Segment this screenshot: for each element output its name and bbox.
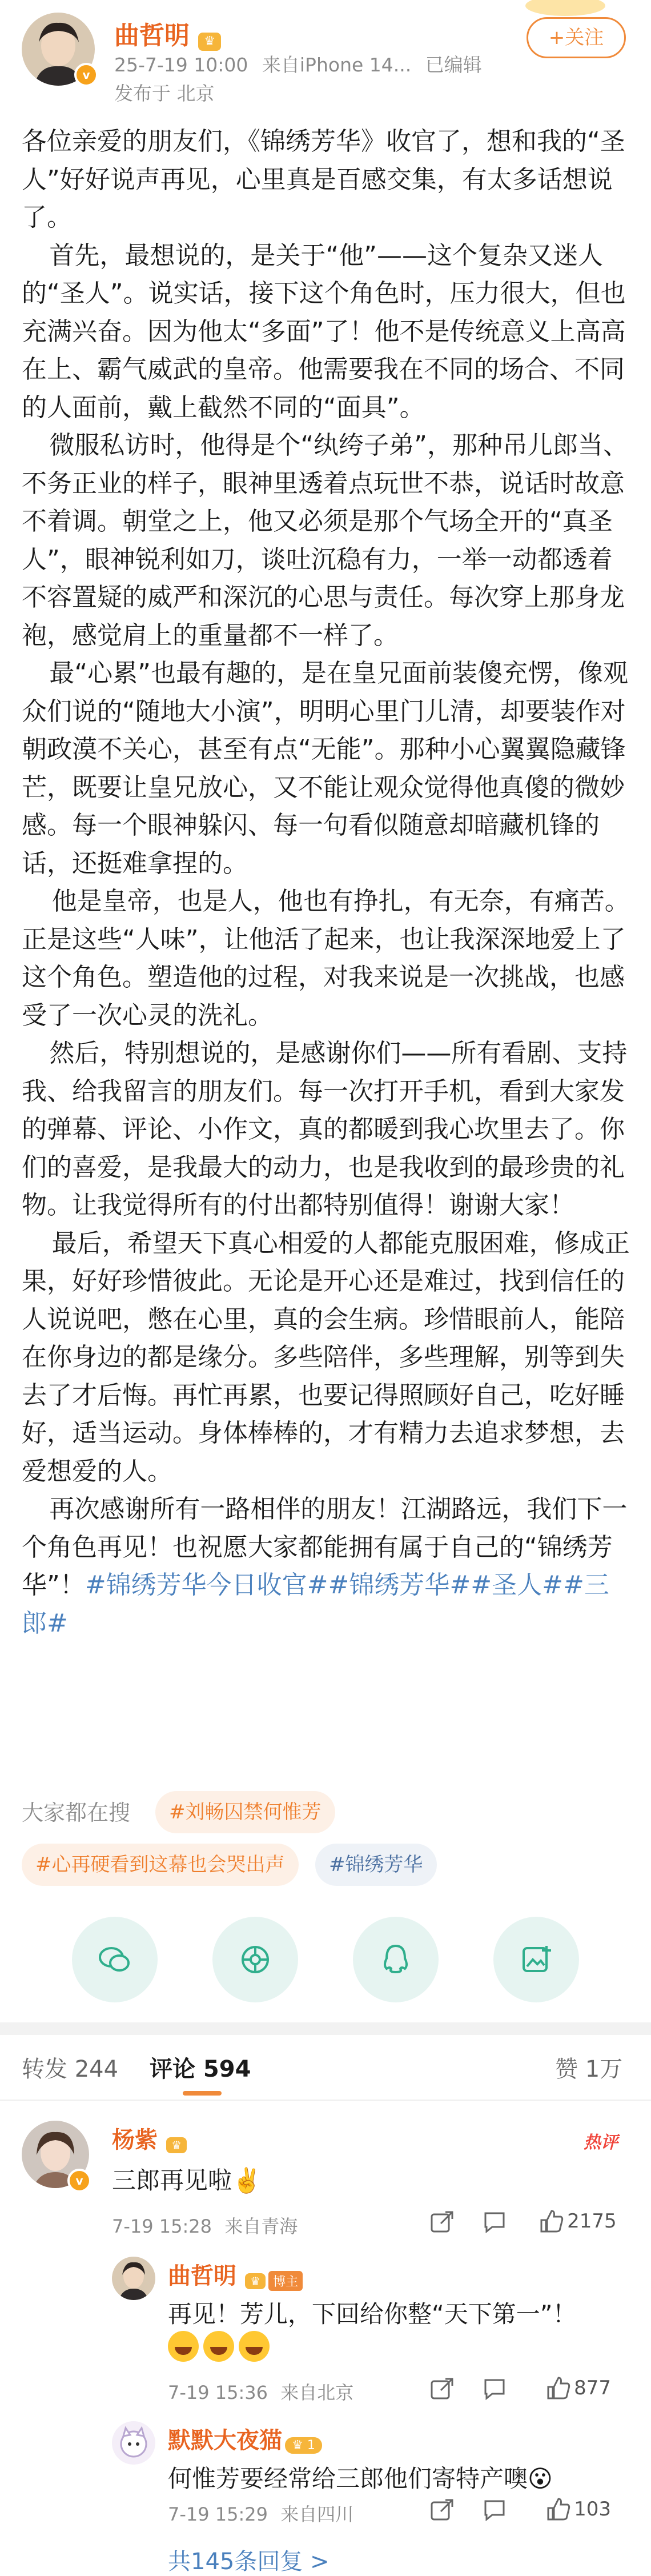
like-thumb-icon — [539, 2209, 564, 2234]
verified-badge-icon: v — [74, 63, 98, 87]
share-icon[interactable] — [429, 2498, 455, 2525]
follow-decoration-icon — [517, 0, 614, 17]
reply-text: 何惟芳要经常给三郎他们寄特产噢😮 — [168, 2465, 553, 2493]
like-button[interactable] — [546, 2497, 611, 2522]
like-thumb-icon — [546, 2497, 571, 2522]
follow-button[interactable]: +关注 — [527, 17, 626, 58]
vip-crown-icon: ♛ — [245, 2273, 266, 2289]
trending-chip[interactable]: #刘畅囚禁何惟芳 — [155, 1791, 335, 1833]
reply-name-row — [168, 2422, 322, 2455]
post-paragraph: 然后，特别想说的，是感谢你们——所有看剧、支持我、给我留言的朋友们。每一次打开手机，看到大家发的弹幕、评论、小作文，真的都暖到我心坎里去了。你们的喜爱，是我最大的动力，也是我收到的最珍贵的礼物。让我觉得所有的付出都特别值得！谢谢大家！ — [22, 1039, 628, 1220]
post-paragraph: 最“心累”也最有趣的，是在皇兄面前装傻充愣，像观众们说的“随地大小演”，明明心里门儿清，却要装作对朝政漠不关心，甚至有点“无能”。那种小心翼翼隐藏锋芒，既要让皇兄放心，又不能让观众觉得他真傻的微妙感。每一个眼神躲闪、每一句看似随意却暗藏机锋的话，还挺难拿捏的。 — [22, 659, 628, 878]
reply-time: 7-19 15:29 — [168, 2503, 268, 2525]
post-paragraph: 他是皇帝，也是人，他也有挣扎，有无奈，有痛苦。正是这些“人味”，让他活了起来，也让我深深地爱上了这个角色。塑造他的过程，对我来说是一次挑战，也感受了一次心灵的洗礼。 — [22, 887, 630, 1030]
comment-meta — [112, 2212, 298, 2238]
tab-repost[interactable]: 转发 244 — [22, 2056, 119, 2082]
post-paragraph: 各位亲爱的朋友们，《锦绣芳华》收官了，想和我的“圣人”好好说声再见，心里真是百感交集，有太多话想说了。 — [22, 127, 625, 232]
qq-icon[interactable] — [353, 1917, 439, 2002]
author-name-row — [114, 15, 221, 51]
tab-like[interactable]: 赞 1万 — [555, 2056, 623, 2082]
like-count: 877 — [574, 2377, 611, 2399]
tab-divider — [0, 2100, 651, 2101]
comment-name-row — [112, 2122, 187, 2154]
section-divider — [0, 2022, 651, 2035]
hashtag-link[interactable]: #圣人# — [471, 1571, 563, 1600]
like-thumb-icon — [546, 2375, 571, 2401]
post-edited[interactable]: 已编辑 — [425, 54, 482, 76]
post-meta — [114, 50, 482, 77]
trending-search-title: 大家都在搜 — [22, 1800, 131, 1825]
like-count: 103 — [574, 2498, 611, 2521]
laughing-emoji-icon — [203, 2331, 234, 2362]
hashtag-link[interactable]: #锦绣芳华# — [328, 1571, 471, 1600]
post-paragraph-text: 再次感谢所有一路相伴的朋友！江湖路远，我们下一个角色再见！也祝愿大家都能拥有属于自己的“锦绣芳华”！ — [22, 1495, 628, 1600]
reply-location: 来自四川 — [280, 2503, 354, 2525]
tab-active-indicator — [183, 2091, 222, 2096]
like-count: 2175 — [567, 2210, 617, 2233]
reply-time: 7-19 15:36 — [168, 2382, 268, 2403]
reply-text: 再见！芳儿，下回给你整“天下第一”！ — [168, 2300, 577, 2328]
like-button[interactable] — [539, 2209, 617, 2234]
post-body — [22, 123, 633, 1642]
share-icon[interactable] — [429, 2377, 455, 2404]
verified-badge-icon: v — [67, 2169, 91, 2193]
wechat-icon[interactable] — [72, 1917, 158, 2002]
hashtag-link[interactable]: #锦绣芳华今日收官# — [85, 1571, 328, 1600]
author-tag: 博主 — [268, 2271, 303, 2291]
post-source: 来自iPhone 14... — [262, 54, 412, 76]
trending-chip[interactable]: #心再硬看到这幕也会哭出声 — [22, 1844, 299, 1886]
reply-name-row — [168, 2258, 303, 2291]
more-replies-link[interactable]: 共145条回复 > — [168, 2549, 329, 2575]
reply-meta — [168, 2500, 353, 2526]
fan-level-number: 1 — [307, 2438, 315, 2453]
reply-emoji-row — [168, 2331, 274, 2362]
post-paragraph: 最后，希望天下真心相爱的人都能克服困难，修成正果，好好珍惜彼此。无论是开心还是难过，找到信任的人说说吧，憋在心里，真的会生病。珍惜眼前人，能陪在你身边的都是缘分。多些陪伴，多些理解，别等到失去了才后悔。再忙再累，也要记得照顾好自己，吃好睡好，适当运动。身体棒棒的，才有精力去追求梦想，去爱想爱的人。 — [22, 1228, 630, 1486]
post-paragraph: 首先，最想说的，是关于“他”——这个复杂又迷人的“圣人”。说实话，接下这个角色时，压力很大，但也充满兴奋。因为他太“多面”了！他不是传统意义上高高在上、霸气威武的皇帝。他需要我在不同的场合、不同的人面前，戴上截然不同的“面具”。 — [22, 241, 626, 422]
post-time: 25-7-19 10:00 — [114, 54, 248, 76]
comment-text: 三郎再见啦✌️ — [112, 2166, 262, 2194]
tab-comment[interactable]: 评论 594 — [150, 2056, 251, 2082]
trending-chip[interactable]: #锦绣芳华 — [315, 1844, 437, 1886]
reply-meta — [168, 2378, 353, 2405]
replier-avatar[interactable] — [112, 2257, 155, 2300]
moments-icon[interactable] — [212, 1917, 298, 2002]
comment-icon[interactable] — [482, 2377, 507, 2404]
fan-level-badge: ♛ 1 — [285, 2437, 322, 2454]
post-paragraph: 微服私访时，他得是个“纨绔子弟”，那种吊儿郎当、不务正业的样子，眼神里透着点玩世不恭，说话时故意不着调。朝堂之上，他又必须是那个气场全开的“真圣人”，眼神锐利如刀，谈吐沉稳有力，一举一动都透着不容置疑的威严和深沉的心思与责任。每次穿上那身龙袍，感觉肩上的重量都不一样了。 — [22, 431, 628, 650]
comment-icon[interactable] — [482, 2210, 507, 2237]
vip-crown-icon: ♛ — [198, 33, 221, 51]
author-name[interactable]: 曲哲明 — [114, 21, 190, 50]
hashtag-link[interactable]: #三郎# — [22, 1571, 609, 1638]
comment-icon[interactable] — [482, 2498, 507, 2525]
like-button[interactable] — [546, 2375, 611, 2401]
post-paragraph-last — [22, 1491, 633, 1642]
laughing-emoji-icon — [168, 2331, 199, 2362]
post-location: 发布于 北京 — [114, 82, 215, 105]
save-image-icon[interactable] — [493, 1917, 579, 2002]
comment-time: 7-19 15:28 — [112, 2216, 212, 2237]
commenter-name[interactable]: 杨紫 — [112, 2127, 158, 2153]
reply-location: 来自北京 — [280, 2382, 354, 2403]
laughing-emoji-icon — [239, 2331, 270, 2362]
comment-location: 来自青海 — [224, 2216, 298, 2237]
replier-name[interactable]: 曲哲明 — [168, 2263, 236, 2289]
share-icon[interactable] — [429, 2210, 455, 2237]
vip-crown-icon: ♛ — [166, 2137, 187, 2153]
replier-avatar[interactable] — [112, 2421, 155, 2465]
hot-comment-badge: 热评 — [584, 2133, 618, 2153]
replier-name[interactable]: 默默大夜猫 — [168, 2427, 282, 2454]
